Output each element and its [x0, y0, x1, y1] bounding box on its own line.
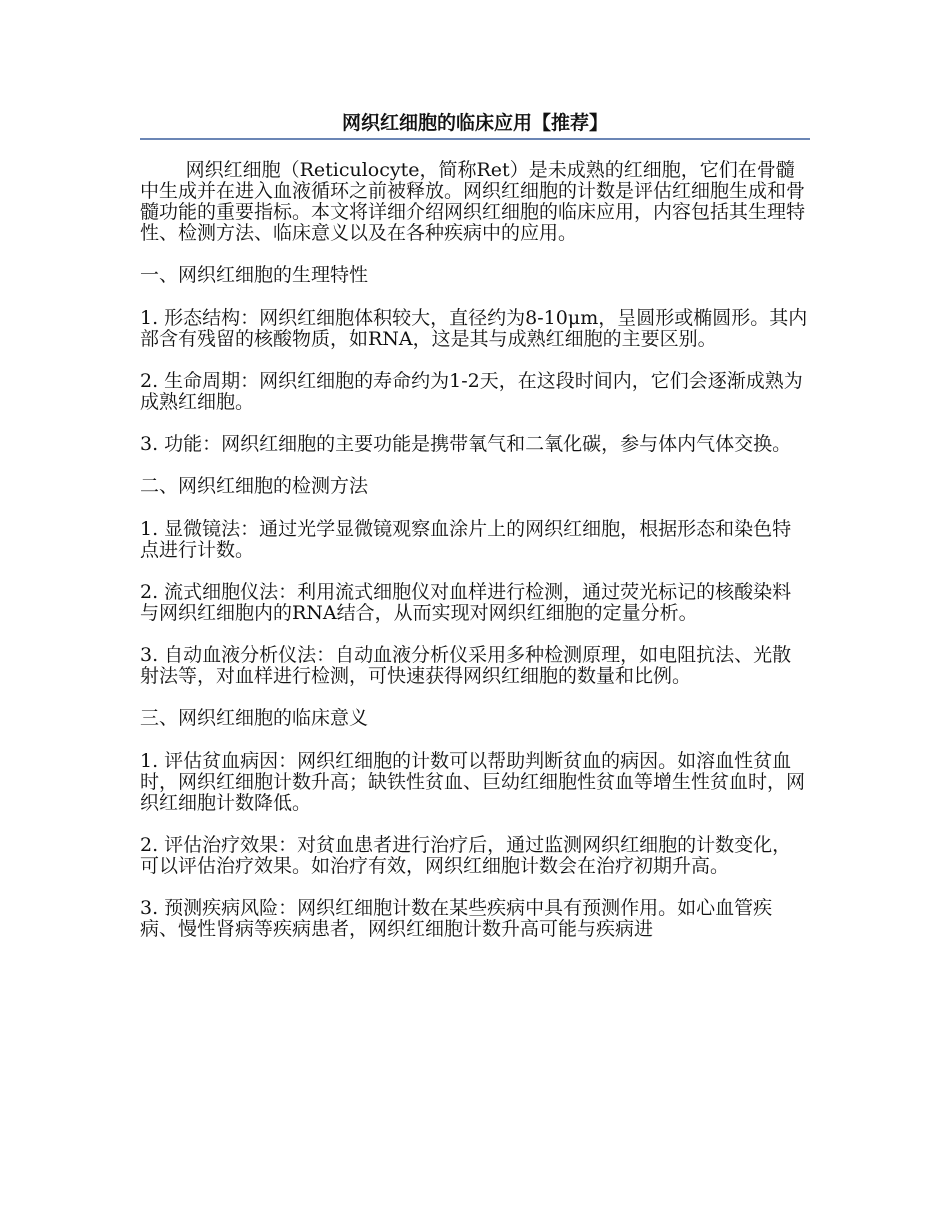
section-heading: 三、网织红细胞的临床意义: [140, 707, 369, 729]
page-title: 网织红细胞的临床应用【推荐】: [341, 112, 608, 134]
list-item: 3. 自动血液分析仪法：自动血液分析仪采用多种检测原理，如电阻抗法、光散射法等，对血样进行检测，可快速获得网织红细胞的数量和比例。: [140, 644, 792, 687]
section-heading: 二、网织红细胞的检测方法: [140, 475, 369, 497]
list-item: 3. 功能：网织红细胞的主要功能是携带氧气和二氧化碳，参与体内气体交换。: [140, 433, 792, 455]
list-item: 1. 形态结构：网织红细胞体积较大，直径约为8-10μm，呈圆形或椭圆形。其内部含有残留的核酸物质，如RNA，这是其与成熟红细胞的主要区别。: [140, 307, 808, 350]
list-item: 3. 预测疾病风险：网织红细胞计数在某些疾病中具有预测作用。如心血管疾病、慢性肾病等疾病患者，网织红细胞计数升高可能与疾病进: [140, 897, 773, 940]
list-item: 1. 评估贫血病因：网织红细胞的计数可以帮助判断贫血的病因。如溶血性贫血时，网织红细胞计数升高；缺铁性贫血、巨幼红细胞性贫血等增生性贫血时，网织红细胞计数降低。: [140, 750, 806, 814]
list-item: 2. 生命周期：网织红细胞的寿命约为1-2天，在这段时间内，它们会逐渐成熟为成熟红细胞。: [140, 370, 803, 413]
list-item: 2. 流式细胞仪法：利用流式细胞仪对血样进行检测，通过荧光标记的核酸染料与网织红细胞内的RNA结合，从而实现对网织红细胞的定量分析。: [140, 581, 792, 624]
section-heading: 一、网织红细胞的生理特性: [140, 264, 369, 286]
list-item: 1. 显微镜法：通过光学显微镜观察血涂片上的网织红细胞，根据形态和染色特点进行计数。: [140, 518, 792, 561]
document-body: [140, 160, 810, 961]
intro-paragraph: 网织红细胞（Reticulocyte，简称Ret）是未成熟的红细胞，它们在骨髓中生成并在进入血液循环之前被释放。网织红细胞的计数是评估红细胞生成和骨髓功能的重要指标。本文将详细介绍网织红细胞的临床应用，内容包括其生理特性、检测方法、临床意义以及在各种疾病中的应用。: [140, 159, 806, 244]
list-item: 2. 评估治疗效果：对贫血患者进行治疗后，通过监测网织红细胞的计数变化，可以评估治疗效果。如治疗有效，网织红细胞计数会在治疗初期升高。: [140, 834, 792, 877]
title-underline: [140, 138, 810, 140]
